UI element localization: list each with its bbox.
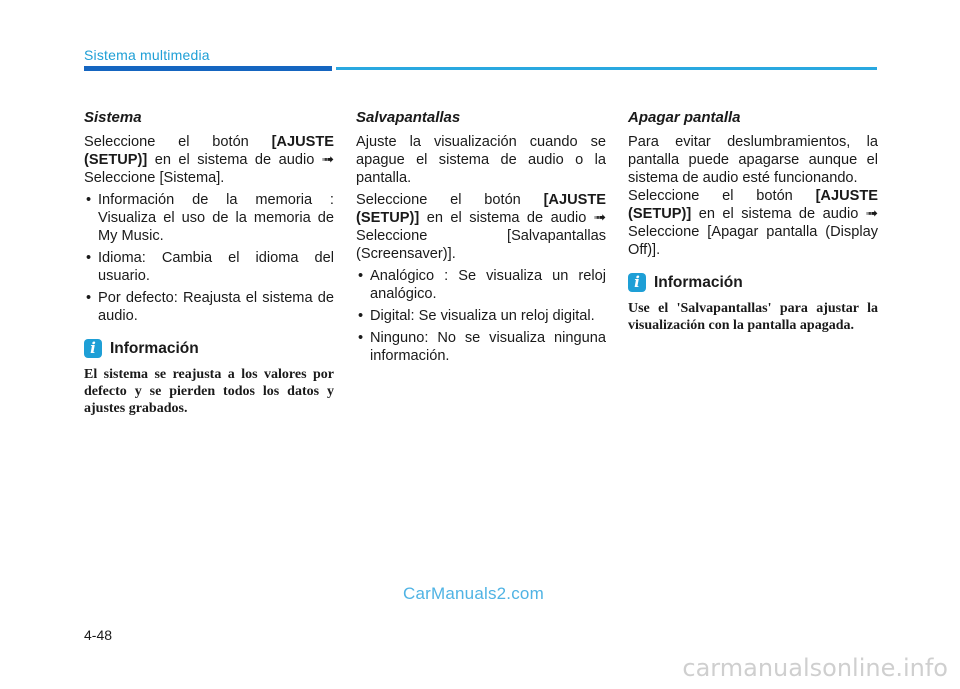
info-icon: i — [628, 273, 646, 292]
paragraph-apagar-intro: Para evitar deslumbramientos, la pantalla puede apagarse aunque el sistema de audio esté funcionando. — [628, 134, 878, 186]
list-item: • Digital: Se visualiza un reloj digital. — [356, 307, 606, 325]
list-item: • Analógico : Se visualiza un reloj analógico. — [356, 267, 606, 303]
list-item: • Idioma: Cambia el idioma del usuario. — [84, 249, 334, 285]
info-icon: i — [84, 339, 102, 358]
text-run: Seleccione el botón — [628, 188, 816, 204]
section-title-salvapantallas: Salvapantallas — [356, 109, 461, 126]
text-run: Seleccione el botón — [356, 192, 544, 208]
paragraph-apagar-setup — [628, 187, 878, 259]
info-note: Use el 'Salvapantallas' para ajustar la visualización con la pantalla apagada. — [628, 301, 878, 333]
info-header — [628, 273, 878, 292]
paragraph-salvapantallas-setup — [356, 191, 606, 263]
paragraph-sistema-setup — [84, 133, 334, 187]
list-item: • Por defecto: Reajusta el sistema de audio. — [84, 289, 334, 325]
setup-button-label: [AJUSTE (SETUP)] — [628, 188, 878, 222]
bullet-list-salvapantallas — [356, 267, 606, 365]
info-header — [84, 339, 334, 358]
setup-button-label: [AJUSTE (SETUP)] — [356, 192, 606, 226]
section-title-sistema: Sistema — [84, 109, 142, 126]
text-run: en el sistema de audio ➟ Seleccione [Sistema]. — [84, 152, 334, 186]
page-number: 4-48 — [84, 627, 113, 643]
list-item: • Ninguno: No se visualiza ninguna información. — [356, 329, 606, 365]
footer-watermark: carmanualsonline.info — [682, 654, 948, 682]
header-rule-light — [336, 67, 877, 70]
text-run: en el sistema de audio ➟ Seleccione [Salvapantallas (Screensaver)]. — [356, 210, 606, 262]
list-item: • Información de la memoria : Visualiza el uso de la memoria de My Music. — [84, 191, 334, 245]
text-run: Seleccione el botón — [84, 134, 272, 150]
site-watermark: CarManuals2.com — [403, 584, 544, 603]
column-sistema — [84, 109, 334, 417]
section-header-title: Sistema multimedia — [84, 47, 210, 63]
info-note: El sistema se reajusta a los valores por defecto y se pierden todos los datos y ajustes grabados. — [84, 367, 334, 416]
setup-button-label: [AJUSTE (SETUP)] — [84, 134, 334, 168]
column-salvapantallas — [356, 109, 606, 369]
text-run: en el sistema de audio ➟ Seleccione [Apagar pantalla (Display Off)]. — [628, 206, 878, 258]
section-title-apagar-pantalla: Apagar pantalla — [628, 109, 741, 126]
info-title: Información — [110, 339, 199, 357]
paragraph-salvapantallas-intro: Ajuste la visualización cuando se apague el sistema de audio o la pantalla. — [356, 134, 606, 186]
info-title: Información — [654, 273, 743, 291]
column-apagar-pantalla — [628, 109, 878, 334]
bullet-list-sistema — [84, 191, 334, 325]
header-rule-dark — [84, 66, 332, 71]
